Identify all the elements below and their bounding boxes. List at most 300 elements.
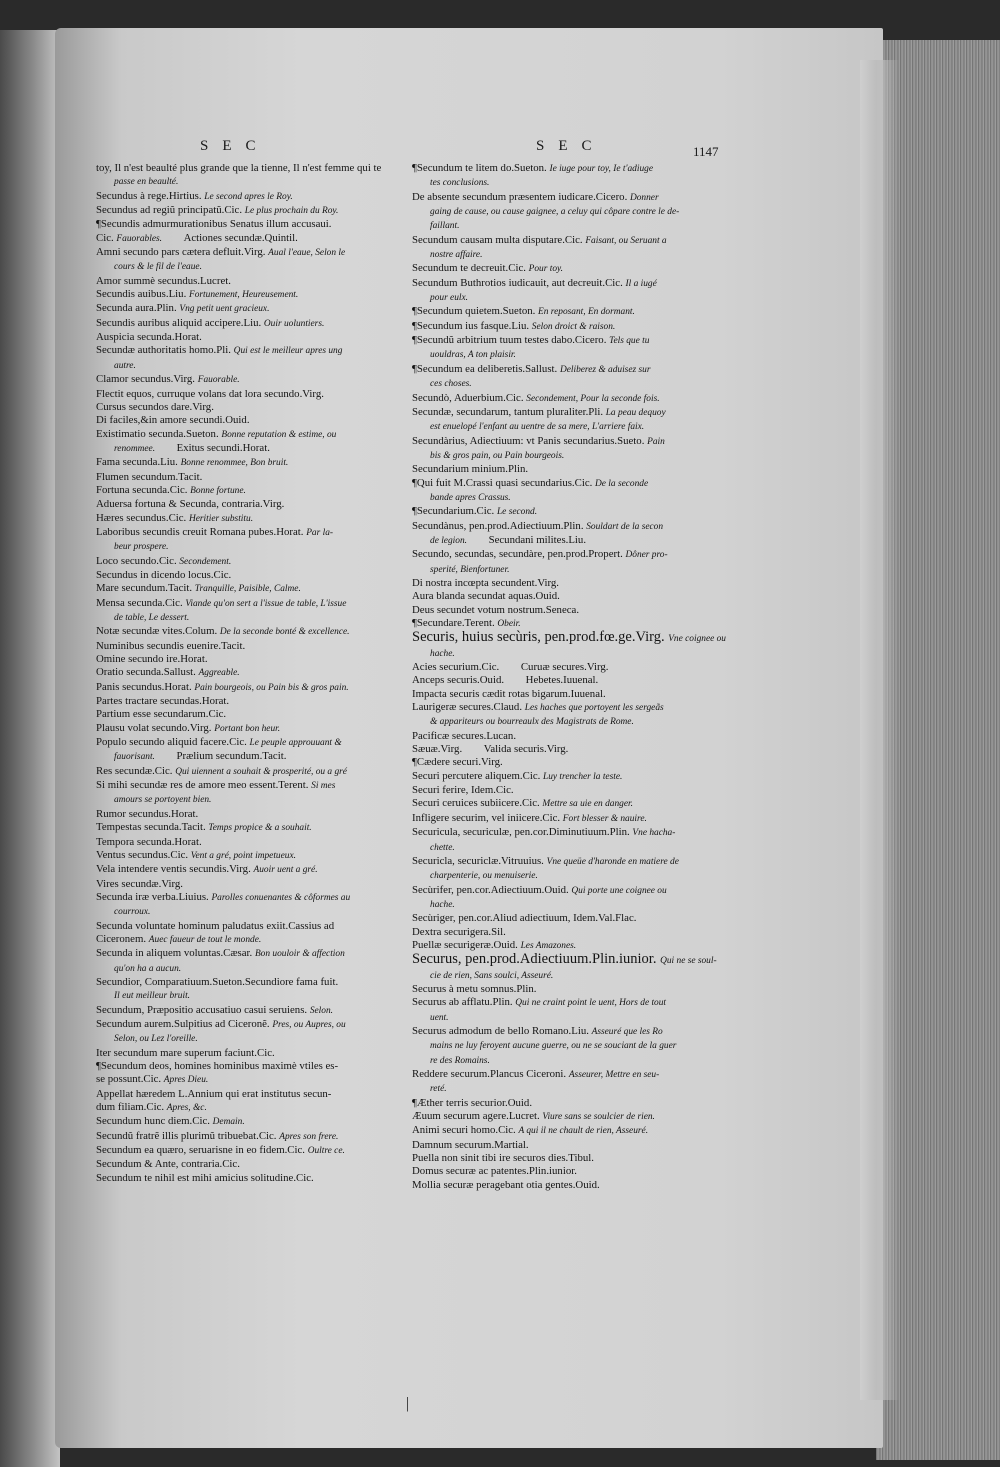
latin-text: Secundarium minium.Plin. [412,463,529,476]
dictionary-entry [412,377,732,391]
french-gloss: Vne queüe d'haronde en matiere de [546,856,679,867]
french-gloss: Faisant, ou Seruant a [585,235,667,246]
french-gloss: Secondement, Pour la seconde fois. [526,393,660,404]
latin-text: Secundus ad regiũ principatũ.Cic. [96,204,243,217]
latin-text: Di faciles,&in amore secundi.Ouid. [96,414,250,427]
french-gloss: Apres, &c. [166,1103,207,1114]
dictionary-entry [96,722,416,736]
french-gloss: Apres son frere. [279,1131,339,1142]
dictionary-entry [412,701,732,715]
latin-text: Secundior, Comparatiuum.Sueton.Secundiore fama fuit. [96,975,339,988]
dictionary-entry [412,812,732,826]
french-gloss: bande apres Crassus. [430,492,511,503]
dictionary-entry [412,191,732,205]
latin-text: Mollia securæ peragebant otia gentes.Ouid. [412,1178,600,1191]
dictionary-entry [96,1130,416,1144]
page-number: 1147 [693,144,719,159]
dictionary-entry [412,491,732,505]
latin-text: Domus securæ ac patentes.Plin.iunior. [412,1165,577,1178]
latin-text: Secundũ fratrẽ illis plurimũ tribuebat.Cic. [96,1129,277,1142]
latin-text: Securi ferire, Idem.Cic. [412,784,514,797]
latin-text: Mensa secunda.Cic. [96,596,183,609]
latin-text: Animi securi homo.Cic. [412,1124,516,1137]
french-gloss: Bonne reputation & estime, ou [221,429,337,440]
dictionary-entry [96,190,416,204]
dictionary-entry [96,344,416,358]
dictionary-entry [96,891,416,905]
latin-text: ¶Secundarium.Cic. [412,505,495,518]
latin-text: ¶Secundum quietem.Sueton. [412,305,536,318]
dictionary-entry [412,590,732,603]
dictionary-entry [96,1172,416,1185]
french-gloss: Viande qu'on sert a l'issue de table, L'issue [185,598,347,609]
latin-text: Secundum aurem.Sulpitius ad Ciceronẽ. [96,1017,270,1030]
latin-text: Reddere securum.Plancus Ciceroni. [412,1068,567,1080]
dictionary-entry [96,947,416,961]
latin-text: Secunda iræ verba.Liuius. [96,890,209,903]
latin-text: Secundànus, pen.prod.Adiectiuum.Plin. [412,519,584,532]
french-gloss: Auec faueur de tout le monde. [148,934,262,945]
french-gloss: faillant. [430,221,460,232]
page-deckle-edge [860,60,900,1400]
dictionary-entry [96,555,416,569]
latin-text: Panis secundus.Horat. [96,680,192,693]
latin-text: Existimatio secunda.Sueton. [96,427,219,440]
latin-text: Secundàrius, Adiectiuum: vt Panis secundarius.Sueto. [412,434,645,447]
latin-text: Auspicia secunda.Horat. [96,331,202,344]
dictionary-entry [412,477,732,491]
dictionary-entry [96,414,416,427]
dictionary-entry [96,1004,416,1018]
latin-text: Secundum te decreuit.Cic. [412,262,526,275]
latin-text: Oratio secunda.Sallust. [96,666,196,679]
french-gloss: cie de rien, Sans soulci, Asseuré. [430,970,554,981]
french-gloss: Pour toy. [528,264,564,275]
dictionary-entry [412,869,732,883]
dictionary-entry [96,821,416,835]
dictionary-entry [412,234,732,248]
french-gloss: Qui ne craint point le uent, Hors de tout [515,998,667,1009]
dictionary-entry [412,1068,732,1082]
dictionary-entry [412,435,732,449]
latin-text: Ciceronem. [96,932,147,945]
latin-text: Æuum securum agere.Lucret. [412,1110,540,1123]
dictionary-entry [96,863,416,877]
left-column [96,162,416,1185]
dictionary-entry [96,793,416,807]
dictionary-entry [412,743,732,756]
secondary-entry: Valida securis.Virg. [483,743,569,756]
dictionary-entry [96,442,416,456]
dictionary-entry [96,388,416,401]
latin-text: ¶Secundum ea deliberetis.Sallust. [412,362,558,375]
dictionary-entry [96,989,416,1003]
latin-text: Acies securium.Cic. [412,661,500,674]
latin-text: Partes tractare secundas.Horat. [96,695,230,708]
dictionary-entry [96,611,416,625]
dictionary-entry [96,1144,416,1158]
dictionary-entry [412,715,732,729]
dictionary-entry [412,262,732,276]
dictionary-entry [412,661,732,674]
latin-text: Secundum & Ante, contraria.Cic. [96,1158,240,1171]
dictionary-entry [412,826,732,840]
dictionary-entry [96,878,416,891]
dictionary-entry [412,1110,732,1124]
dictionary-entry [412,631,732,646]
dictionary-entry [96,765,416,779]
dictionary-entry [96,175,416,189]
french-gloss: Souldart de la secon [586,521,664,532]
french-gloss: Selon. [309,1005,333,1016]
latin-text: Secundis auribus aliquid accipere.Liu. [96,316,262,329]
latin-text: ¶Æther terris securior.Ouid. [412,1096,533,1109]
french-gloss: Dôner pro- [625,550,668,561]
french-gloss: De la seconde bonté & excellence. [219,627,350,638]
french-gloss: re des Romains. [430,1055,490,1066]
latin-text: Secundum te nihil est mihi amicius solitudine.Cic. [96,1171,314,1184]
secondary-entry: Prælium secundum.Tacit. [176,750,287,763]
latin-text: Iter secundum mare superum faciunt.Cic. [96,1046,275,1059]
dictionary-entry [96,302,416,316]
latin-text: Securicula, securiculæ, pen.cor.Diminutiuum.Plin. [412,826,630,839]
french-gloss: de table, Le dessert. [114,613,190,623]
latin-text: Securi ceruices subiicere.Cic. [412,797,540,810]
french-gloss: hache. [430,648,455,659]
latin-text: ¶Secundis admurmurationibus Senatus illum accusaui. [96,218,332,231]
latin-text: Aura blanda secundat aquas.Ouid. [412,590,560,603]
french-gloss: Ouir uoluntiers. [263,318,325,329]
latin-text: Hæres secundus.Cic. [96,511,187,524]
latin-text: ¶Cædere securi.Virg. [412,756,503,769]
latin-text: Secunda in aliquem voluntas.Cæsar. [96,947,253,960]
latin-text: Si mihi secundæ res de amore meo essent.Terent. [96,779,309,792]
french-gloss: Secondement. [179,556,232,567]
dictionary-entry [412,912,732,925]
dictionary-entry [412,983,732,996]
dictionary-entry [96,920,416,933]
dictionary-entry [96,808,416,821]
dictionary-entry [412,1179,732,1192]
latin-text: Secundum causam multa disputare.Cic. [412,233,583,246]
dictionary-entry [96,836,416,849]
latin-text: Securi percutere aliquem.Cic. [412,769,541,782]
french-gloss: Ie iuge pour toy, Ie t'adiuge [549,164,653,174]
french-gloss: tes conclusions. [430,178,490,189]
french-gloss: En reposant, En dormant. [538,307,635,318]
french-gloss: Le peuple approuuant & [249,738,342,749]
dictionary-entry [412,1165,732,1178]
latin-text: Di nostra incœpta secundent.Virg. [412,576,559,589]
latin-text: Flectit equos, curruque volans dat lora secundo.Virg. [96,387,324,400]
french-gloss: Il a iugé [625,278,657,289]
dictionary-entry [412,205,732,219]
dictionary-entry [96,471,416,484]
latin-text: Securus, pen.prod.Adiectiuum.Plin.iunior. [412,951,657,968]
french-gloss: gaing de cause, ou cause gaignee, a celuy qui côpare contre le de- [430,207,680,218]
dictionary-entry [412,334,732,348]
latin-text: Secundum Buthrotios iudicauit, aut decreuit.Cic. [412,276,623,289]
latin-text: Deus secundet votum nostrum.Seneca. [412,603,580,616]
french-gloss: Bonne renommee, Bon bruit. [180,458,289,469]
dictionary-entry [96,526,416,540]
right-column [412,162,732,1192]
french-gloss: Vne hacha- [632,828,676,839]
french-gloss: passe en beaulté. [114,177,179,188]
french-gloss: Aual l'eaue, Selon le [268,248,346,259]
french-gloss: Fortunement, Heureusement. [188,290,299,301]
french-gloss: Le plus prochain du Roy. [244,206,339,217]
french-gloss: charpenterie, ou menuiserie. [430,871,538,882]
dictionary-entry [96,204,416,218]
dictionary-entry [412,647,732,661]
french-gloss: renommee. [114,443,156,454]
french-gloss: Obeir. [497,619,521,629]
french-gloss: cours & le fil de l'eaue. [114,262,202,273]
latin-text: se possunt.Cic. [96,1073,162,1086]
dictionary-entry [96,1158,416,1171]
dictionary-entry [412,797,732,811]
latin-text: Damnum securum.Martial. [412,1138,529,1151]
french-gloss: reté. [430,1084,447,1095]
dictionary-entry [412,248,732,262]
french-gloss: Luy trencher la teste. [543,771,623,782]
french-gloss: Selon droict & raison. [531,321,616,332]
dictionary-entry [96,1073,416,1087]
latin-text: Appellat hæredem L.Annium qui erat institutus secun- [96,1087,332,1100]
dictionary-entry [412,996,732,1010]
dictionary-entry [96,1018,416,1032]
latin-text: Securicla, securiclæ.Vitruuius. [412,854,544,867]
latin-text: Cursus secundos dare.Virg. [96,400,214,413]
dictionary-entry [96,597,416,611]
french-gloss: Vng petit uent gracieux. [179,304,270,315]
secondary-entry: Curuæ secures.Virg. [520,661,609,674]
latin-text: Tempora secunda.Horat. [96,835,202,848]
dictionary-entry [412,926,732,939]
dictionary-entry [412,1152,732,1165]
dictionary-entry [96,456,416,470]
latin-text: Secundus in dicendo locus.Cic. [96,568,232,581]
dictionary-entry [412,577,732,590]
dictionary-entry [96,640,416,653]
dictionary-entry [96,1060,416,1073]
latin-text: Plausu volat secundo.Virg. [96,721,212,734]
french-gloss: Vne coignee ou [668,634,726,645]
french-gloss: Tranquille, Paisible, Calme. [194,584,301,595]
latin-text: Mare secundum.Tacit. [96,582,193,595]
dictionary-entry [96,428,416,442]
french-gloss: Tels que tu [609,336,650,347]
latin-text: Laurigeræ secures.Claud. [412,701,523,714]
dictionary-entry [96,962,416,976]
dictionary-entry [96,498,416,511]
dictionary-entry [412,688,732,701]
dictionary-entry [412,219,732,233]
latin-text: Securus à metu somnus.Plin. [412,982,537,995]
french-gloss: Asseurer, Mettre en seu- [568,1070,660,1080]
latin-text: Clamor secundus.Virg. [96,373,196,386]
latin-text: Amni secundo pars cætera defluit.Virg. [96,246,266,259]
french-gloss: Qui ne se soul- [660,956,717,967]
french-gloss: & appariteurs ou bourreaulx des Magistrats de Rome. [430,717,634,728]
latin-text: Secùriger, pen.cor.Aliud adiectiuum, Idem.Val.Flac. [412,912,637,925]
french-gloss: hache. [430,899,455,910]
left-page-edge [0,30,60,1467]
latin-text: Omine secundo ire.Horat. [96,653,208,666]
french-gloss: de legion. [430,535,467,546]
french-gloss: Heritier substitu. [188,513,254,524]
latin-text: dum filiam.Cic. [96,1101,165,1114]
latin-text: Populo secundo aliquid facere.Cic. [96,736,247,749]
dictionary-entry [96,260,416,274]
french-gloss: Donner [629,192,659,203]
french-gloss: Le second apres le Roy. [204,191,293,202]
french-gloss: Par la- [306,527,334,538]
dictionary-entry [412,392,732,406]
running-head-right: SEC [536,138,606,154]
latin-text: Pacificæ secures.Lucan. [412,729,517,742]
dictionary-entry [412,291,732,305]
french-gloss: mains ne luy feroyent aucune guerre, ou ne se souciant de la guer [430,1041,677,1052]
dictionary-entry [412,1039,732,1053]
secondary-entry: Hebetes.Iuuenal. [525,674,599,687]
latin-text: ¶Secundum te litem do.Sueton. [412,162,547,174]
french-gloss: Il eut meilleur bruit. [114,991,191,1002]
secondary-entry: Actiones secundæ.Quintil. [183,231,298,244]
latin-text: Fama secunda.Liu. [96,456,178,469]
french-gloss: La peau dequoy [605,407,666,418]
latin-text: ¶Qui fuit M.Crassi quasi secundarius.Cic. [412,476,593,489]
latin-text: Tempestas secunda.Tacit. [96,821,206,834]
latin-text: Puella non sinit tibi ire securos dies.Tibul. [412,1152,594,1165]
french-gloss: Mettre sa uie en danger. [542,799,633,810]
dictionary-entry [96,317,416,331]
dictionary-entry [96,512,416,526]
latin-text: Loco secundo.Cic. [96,554,177,567]
french-gloss: bis & gros pain, ou Pain bourgeois. [430,450,565,461]
french-gloss: Viure sans se soulcier de rien. [542,1112,655,1123]
french-gloss: A qui il ne chault de rien, Asseuré. [518,1126,649,1137]
dictionary-entry [412,1139,732,1152]
dictionary-entry [96,1115,416,1129]
dictionary-entry [96,779,416,793]
latin-text: Securis, huius secùris, pen.prod.fœ.ge.Virg. [412,629,665,646]
latin-text: De absente secundum præsentem iudicare.Cicero. [412,190,628,203]
dictionary-entry [96,653,416,666]
latin-text: Aduersa fortuna & Secunda, contraria.Virg. [96,498,285,511]
dictionary-entry [96,373,416,387]
dictionary-entry [96,1101,416,1115]
dictionary-entry [412,363,732,377]
french-gloss: Parolles conuenantes & côformes au [211,892,351,903]
dictionary-entry [412,953,732,968]
dictionary-entry [96,246,416,260]
french-gloss: Demain. [212,1117,245,1128]
latin-text: Res secundæ.Cic. [96,764,173,777]
dictionary-entry [412,898,732,912]
dictionary-entry [96,666,416,680]
latin-text: Infligere securim, vel iniicere.Cic. [412,811,561,824]
dictionary-entry [412,1011,732,1025]
dictionary-entry [96,484,416,498]
latin-text: Secundæ authoritatis homo.Pli. [96,344,231,357]
dictionary-entry [96,1032,416,1046]
latin-text: Flumen secundum.Tacit. [96,470,203,483]
dictionary-entry [412,1082,732,1096]
dictionary-entry [412,1025,732,1039]
french-gloss: Les haches que portoyent les sergeãs [524,703,664,714]
latin-text: Notæ secundæ vites.Colum. [96,625,218,638]
dictionary-entry [412,520,732,534]
dictionary-entry [412,784,732,797]
dictionary-entry [96,625,416,639]
dictionary-entry [96,708,416,721]
dictionary-entry [96,695,416,708]
french-gloss: Temps propice & a souhait. [208,823,312,834]
latin-text: Secundum ea quæro, seruarisne in eo fidem.Cic. [96,1144,305,1157]
dictionary-entry [412,320,732,334]
dictionary-entry [96,849,416,863]
french-gloss: sperité, Bienfortuner. [430,564,510,575]
latin-text: Vela intendere ventis secundis.Virg. [96,863,251,876]
french-gloss: beur prospere. [114,542,169,553]
french-gloss: Le second. [496,507,538,518]
dictionary-entry [96,750,416,764]
french-gloss: Pain bourgeois, ou Pain bis & gros pain. [194,682,349,693]
french-gloss: uent. [430,1012,449,1023]
latin-text: Vires secundæ.Virg. [96,877,183,890]
latin-text: ¶Secundum ius fasque.Liu. [412,319,530,332]
dictionary-entry [412,884,732,898]
french-gloss: est enuelopé l'enfant au uentre de sa mere, L'arriere faix. [430,422,645,433]
dictionary-entry [412,674,732,687]
french-gloss: courroux. [114,907,151,918]
footer-mark: | [406,1395,410,1412]
dictionary-entry [96,218,416,231]
latin-text: Sæuæ.Virg. [412,743,463,756]
dictionary-entry [96,976,416,989]
dictionary-entry [96,288,416,302]
dictionary-entry [412,420,732,434]
latin-text: Anceps securis.Ouid. [412,674,505,687]
dictionary-entry [412,162,732,176]
french-gloss: Asseuré que les Ro [591,1026,663,1037]
french-gloss: Bonne fortune. [190,485,246,496]
latin-text: Securus ab afflatu.Plin. [412,996,513,1009]
french-gloss: pour eulx. [430,293,469,304]
french-gloss: Aggreable. [198,668,240,679]
dictionary-entry [96,232,416,246]
dictionary-entry [412,348,732,362]
dictionary-entry [412,1124,732,1138]
french-gloss: Oultre ce. [307,1146,345,1157]
latin-text: Secunda voluntate hominum paludatus exiit.Cassius ad [96,919,335,932]
dictionary-entry [96,359,416,373]
latin-text: Amor summè secundus.Lucret. [96,274,231,287]
latin-text: Numinibus secundis euenire.Tacit. [96,639,246,652]
dictionary-entry [412,841,732,855]
latin-text: Fortuna secunda.Cic. [96,483,188,496]
latin-text: Laboribus secundis creuit Romana pubes.Horat. [96,525,304,538]
french-gloss: ces choses. [430,379,472,390]
dictionary-entry [412,770,732,784]
french-gloss: nostre affaire. [430,250,483,261]
latin-text: Secùrifer, pen.cor.Adiectiuum.Ouid. [412,883,569,896]
french-gloss: Qui porte une coignee ou [571,885,667,896]
latin-text: Secundò, Aduerbium.Cic. [412,391,524,404]
french-gloss: uouldras, A ton plaisir. [430,350,516,361]
